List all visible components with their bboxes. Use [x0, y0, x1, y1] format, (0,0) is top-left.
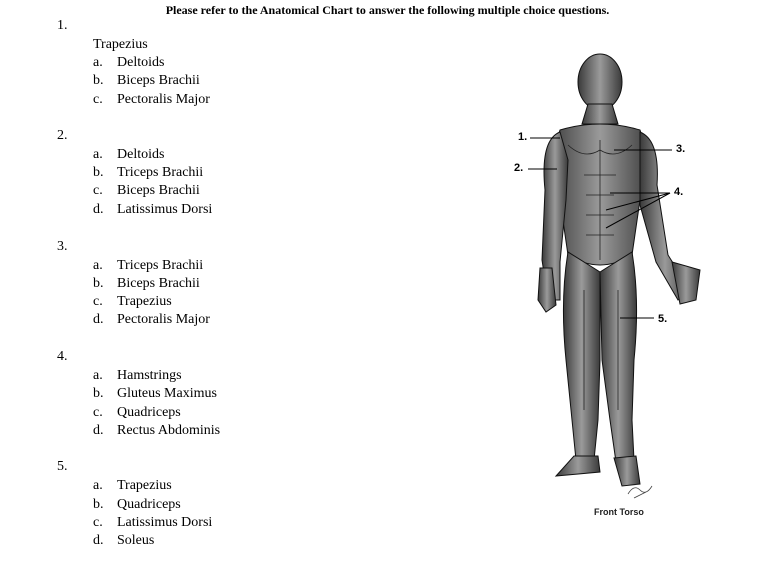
question-2-option-a[interactable]	[93, 147, 164, 163]
question-1-option-b[interactable]	[93, 73, 200, 89]
option-letter: c.	[93, 183, 103, 198]
option-text: Deltoids	[117, 147, 165, 162]
question-5-option-c[interactable]	[93, 515, 212, 531]
question-4-option-d[interactable]	[93, 423, 220, 439]
question-3-option-d[interactable]	[93, 312, 210, 328]
question-5-number: 5.	[57, 459, 68, 474]
option-letter: c.	[93, 405, 103, 420]
option-letter: c.	[93, 515, 103, 530]
option-text: Deltoids	[117, 55, 165, 70]
question-1-number: 1.	[57, 18, 68, 33]
option-text: Triceps Brachii	[117, 258, 204, 273]
question-5-option-a[interactable]	[93, 478, 172, 494]
question-2-number: 2.	[57, 128, 68, 143]
callout-5: 5.	[658, 313, 668, 325]
question-4-option-c[interactable]	[93, 405, 181, 421]
question-1-option-c[interactable]	[93, 92, 210, 108]
instructions-heading: Please refer to the Anatomical Chart to answer the following multiple choice questions.	[165, 3, 610, 17]
option-text: Biceps Brachii	[117, 183, 200, 198]
question-2-option-b[interactable]	[93, 165, 203, 181]
artist-signature	[628, 486, 652, 498]
option-text: Rectus Abdominis	[117, 423, 221, 438]
question-3-option-a[interactable]	[93, 258, 203, 274]
option-text: Hamstrings	[117, 368, 182, 383]
question-1-text: Trapezius	[93, 37, 148, 52]
option-text: Latissimus Dorsi	[117, 515, 213, 530]
option-text: Pectoralis Major	[117, 92, 210, 107]
option-letter: c.	[93, 294, 103, 309]
option-letter: b.	[93, 165, 104, 180]
question-2-option-d[interactable]	[93, 202, 212, 218]
option-text: Biceps Brachii	[117, 73, 200, 88]
option-letter: b.	[93, 386, 104, 401]
option-text: Trapezius	[117, 478, 172, 493]
option-letter: d.	[93, 533, 104, 548]
callout-4: 4.	[674, 186, 684, 198]
option-letter: d.	[93, 423, 104, 438]
question-4-option-a[interactable]	[93, 368, 182, 384]
option-letter: a.	[93, 147, 103, 162]
option-letter: b.	[93, 276, 104, 291]
option-text: Soleus	[117, 533, 155, 548]
anatomical-chart-figure	[505, 50, 720, 525]
option-letter: b.	[93, 497, 104, 512]
option-letter: a.	[93, 55, 103, 70]
option-text: Quadriceps	[117, 405, 181, 420]
option-letter: c.	[93, 92, 103, 107]
question-4-option-b[interactable]	[93, 386, 217, 402]
option-letter: a.	[93, 478, 103, 493]
callout-3: 3.	[676, 143, 686, 155]
option-text: Latissimus Dorsi	[117, 202, 213, 217]
callout-2: 2.	[514, 162, 524, 174]
figure-caption: Front Torso	[594, 507, 644, 517]
question-3-number: 3.	[57, 239, 68, 254]
option-text: Quadriceps	[117, 497, 181, 512]
option-letter: b.	[93, 73, 104, 88]
option-text: Biceps Brachii	[117, 276, 200, 291]
option-letter: a.	[93, 258, 103, 273]
question-1-option-a[interactable]	[93, 55, 164, 71]
option-letter: d.	[93, 312, 104, 327]
muscle-figure-illustration	[538, 54, 700, 486]
option-letter: d.	[93, 202, 104, 217]
question-5-option-b[interactable]	[93, 497, 181, 513]
question-5-option-d[interactable]	[93, 533, 154, 549]
question-3-option-c[interactable]	[93, 294, 172, 310]
option-letter: a.	[93, 368, 103, 383]
option-text: Pectoralis Major	[117, 312, 210, 327]
option-text: Gluteus Maximus	[117, 386, 217, 401]
question-3-option-b[interactable]	[93, 276, 200, 292]
callout-1: 1.	[518, 131, 528, 143]
option-text: Triceps Brachii	[117, 165, 204, 180]
option-text: Trapezius	[117, 294, 172, 309]
question-2-option-c[interactable]	[93, 183, 200, 199]
question-4-number: 4.	[57, 349, 68, 364]
